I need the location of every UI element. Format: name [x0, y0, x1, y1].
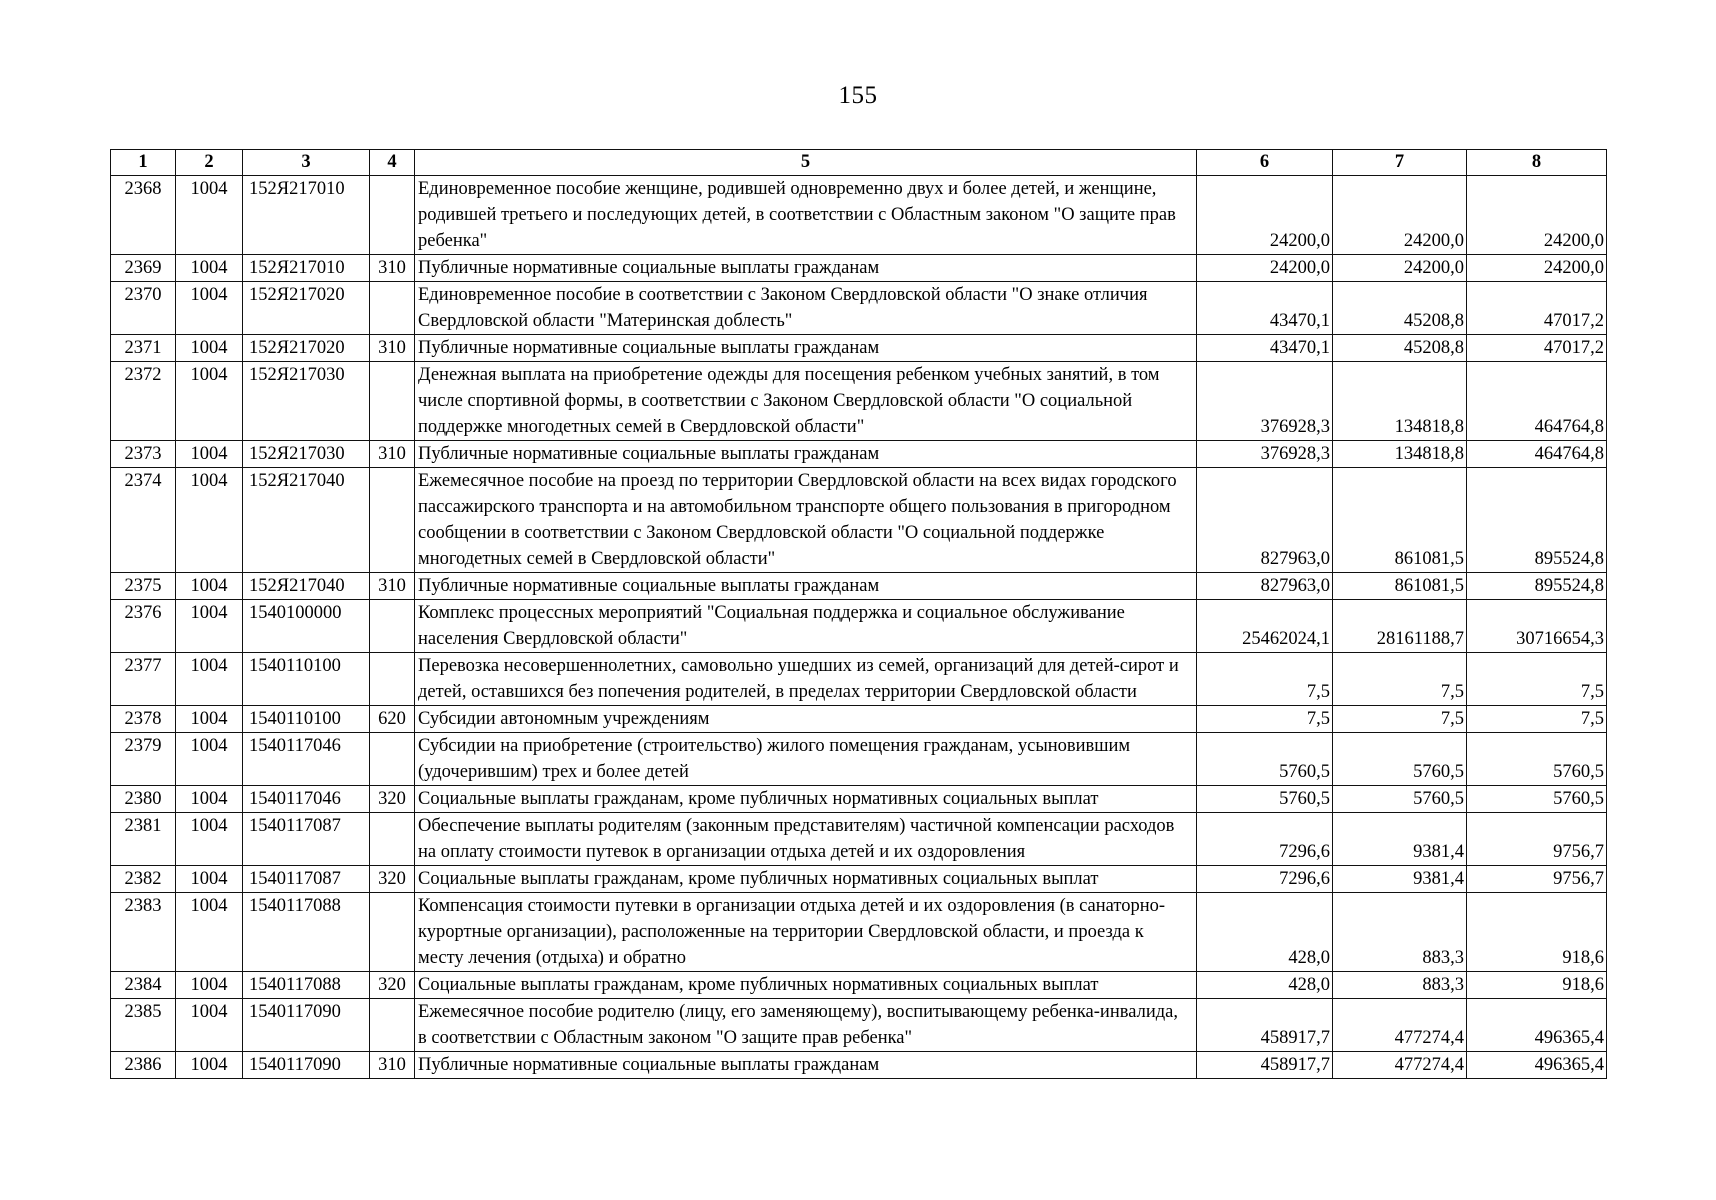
section-code-cell: 1004: [176, 653, 243, 706]
target-article-cell: 1540117088: [243, 972, 370, 999]
amount-col-6-cell: 458917,7: [1197, 999, 1333, 1052]
expense-type-cell: [370, 600, 415, 653]
amount-col-8-cell: 895524,8: [1467, 468, 1607, 573]
target-article-cell: 1540117046: [243, 786, 370, 813]
amount-col-8-cell: 9756,7: [1467, 813, 1607, 866]
expense-type-cell: [370, 468, 415, 573]
table-header-row: [111, 150, 1607, 176]
target-article-cell: 152Я217040: [243, 468, 370, 573]
table-row: [111, 999, 1607, 1052]
table-row: [111, 441, 1607, 468]
table-row: [111, 600, 1607, 653]
header-col-2: 2: [176, 150, 243, 176]
expense-type-cell: [370, 999, 415, 1052]
description-cell: Перевозка несовершеннолетних, самовольно ушедших из семей, организаций для детей-сирот и детей, оставшихся без попечения родителей, в пределах территории Свердловской области: [415, 653, 1197, 706]
amount-col-7-cell: 9381,4: [1333, 813, 1467, 866]
target-article-cell: 1540110100: [243, 706, 370, 733]
section-code-cell: 1004: [176, 600, 243, 653]
expense-type-cell: [370, 813, 415, 866]
amount-col-8-cell: 9756,7: [1467, 866, 1607, 893]
row-number-cell: 2385: [111, 999, 176, 1052]
section-code-cell: 1004: [176, 893, 243, 972]
amount-col-7-cell: 134818,8: [1333, 362, 1467, 441]
header-col-6: 6: [1197, 150, 1333, 176]
table-row: [111, 813, 1607, 866]
section-code-cell: 1004: [176, 282, 243, 335]
amount-col-6-cell: 376928,3: [1197, 441, 1333, 468]
section-code-cell: 1004: [176, 176, 243, 255]
amount-col-8-cell: 496365,4: [1467, 999, 1607, 1052]
section-code-cell: 1004: [176, 441, 243, 468]
target-article-cell: 1540110100: [243, 653, 370, 706]
section-code-cell: 1004: [176, 999, 243, 1052]
amount-col-6-cell: 7296,6: [1197, 813, 1333, 866]
header-col-1: 1: [111, 150, 176, 176]
table-row: [111, 1052, 1607, 1079]
target-article-cell: 1540117090: [243, 999, 370, 1052]
table-row: [111, 653, 1607, 706]
description-cell: Ежемесячное пособие родителю (лицу, его заменяющему), воспитывающему ребенка-инвалида, в соответствии с Областным законом "О защите прав ребенка": [415, 999, 1197, 1052]
amount-col-8-cell: 7,5: [1467, 706, 1607, 733]
header-col-8: 8: [1467, 150, 1607, 176]
expense-type-cell: 320: [370, 972, 415, 999]
table-row: [111, 255, 1607, 282]
row-number-cell: 2382: [111, 866, 176, 893]
row-number-cell: 2380: [111, 786, 176, 813]
section-code-cell: 1004: [176, 706, 243, 733]
description-cell: Обеспечение выплаты родителям (законным представителям) частичной компенсации расходов на оплату стоимости путевок в организации отдыха детей и их оздоровления: [415, 813, 1197, 866]
row-number-cell: 2370: [111, 282, 176, 335]
amount-col-6-cell: 458917,7: [1197, 1052, 1333, 1079]
amount-col-7-cell: 134818,8: [1333, 441, 1467, 468]
amount-col-8-cell: 7,5: [1467, 653, 1607, 706]
section-code-cell: 1004: [176, 733, 243, 786]
section-code-cell: 1004: [176, 573, 243, 600]
table-row: [111, 866, 1607, 893]
amount-col-7-cell: 883,3: [1333, 893, 1467, 972]
amount-col-6-cell: 25462024,1: [1197, 600, 1333, 653]
amount-col-6-cell: 7296,6: [1197, 866, 1333, 893]
description-cell: Публичные нормативные социальные выплаты гражданам: [415, 573, 1197, 600]
row-number-cell: 2373: [111, 441, 176, 468]
target-article-cell: 1540117088: [243, 893, 370, 972]
amount-col-8-cell: 464764,8: [1467, 441, 1607, 468]
description-cell: Публичные нормативные социальные выплаты гражданам: [415, 1052, 1197, 1079]
row-number-cell: 2378: [111, 706, 176, 733]
amount-col-8-cell: 47017,2: [1467, 335, 1607, 362]
description-cell: Социальные выплаты гражданам, кроме публичных нормативных социальных выплат: [415, 972, 1197, 999]
amount-col-6-cell: 827963,0: [1197, 468, 1333, 573]
row-number-cell: 2379: [111, 733, 176, 786]
expense-type-cell: [370, 653, 415, 706]
amount-col-6-cell: 5760,5: [1197, 786, 1333, 813]
table-row: [111, 733, 1607, 786]
amount-col-7-cell: 7,5: [1333, 706, 1467, 733]
target-article-cell: 152Я217030: [243, 441, 370, 468]
section-code-cell: 1004: [176, 335, 243, 362]
amount-col-8-cell: 496365,4: [1467, 1052, 1607, 1079]
amount-col-6-cell: 376928,3: [1197, 362, 1333, 441]
table-body: [111, 176, 1607, 1079]
row-number-cell: 2374: [111, 468, 176, 573]
table-row: [111, 176, 1607, 255]
table-row: [111, 893, 1607, 972]
expense-type-cell: 620: [370, 706, 415, 733]
section-code-cell: 1004: [176, 786, 243, 813]
row-number-cell: 2372: [111, 362, 176, 441]
description-cell: Публичные нормативные социальные выплаты гражданам: [415, 255, 1197, 282]
section-code-cell: 1004: [176, 362, 243, 441]
description-cell: Субсидии автономным учреждениям: [415, 706, 1197, 733]
amount-col-8-cell: 895524,8: [1467, 573, 1607, 600]
description-cell: Субсидии на приобретение (строительство) жилого помещения гражданам, усыновившим (удочерившим) трех и более детей: [415, 733, 1197, 786]
target-article-cell: 152Я217010: [243, 255, 370, 282]
description-cell: Социальные выплаты гражданам, кроме публичных нормативных социальных выплат: [415, 786, 1197, 813]
header-col-7: 7: [1333, 150, 1467, 176]
row-number-cell: 2376: [111, 600, 176, 653]
header-col-3: 3: [243, 150, 370, 176]
amount-col-7-cell: 883,3: [1333, 972, 1467, 999]
target-article-cell: 152Я217030: [243, 362, 370, 441]
table-row: [111, 362, 1607, 441]
amount-col-6-cell: 428,0: [1197, 893, 1333, 972]
target-article-cell: 1540117087: [243, 866, 370, 893]
amount-col-6-cell: 7,5: [1197, 653, 1333, 706]
expense-type-cell: 310: [370, 335, 415, 362]
page-number: 155: [838, 82, 878, 109]
target-article-cell: 1540117046: [243, 733, 370, 786]
description-cell: Денежная выплата на приобретение одежды для посещения ребенком учебных занятий, в том числе спортивной формы, в соответствии с Законом Свердловской области "О социальной поддержке многодетных семей в Свердловской области": [415, 362, 1197, 441]
expense-type-cell: [370, 176, 415, 255]
amount-col-6-cell: 24200,0: [1197, 176, 1333, 255]
row-number-cell: 2377: [111, 653, 176, 706]
amount-col-6-cell: 43470,1: [1197, 335, 1333, 362]
section-code-cell: 1004: [176, 972, 243, 999]
amount-col-8-cell: 918,6: [1467, 893, 1607, 972]
row-number-cell: 2375: [111, 573, 176, 600]
target-article-cell: 152Я217020: [243, 335, 370, 362]
section-code-cell: 1004: [176, 1052, 243, 1079]
description-cell: Ежемесячное пособие на проезд по территории Свердловской области на всех видах городского пассажирского транспорта и на автомобильном транспорте общего пользования в пригородном сообщении в соответствии с Законом Свердловской области "О социальной поддержке многодетных семей в Свердловской области": [415, 468, 1197, 573]
amount-col-8-cell: 464764,8: [1467, 362, 1607, 441]
target-article-cell: 152Я217010: [243, 176, 370, 255]
row-number-cell: 2384: [111, 972, 176, 999]
amount-col-6-cell: 827963,0: [1197, 573, 1333, 600]
table-row: [111, 468, 1607, 573]
expense-type-cell: [370, 893, 415, 972]
target-article-cell: 1540100000: [243, 600, 370, 653]
amount-col-8-cell: 5760,5: [1467, 786, 1607, 813]
row-number-cell: 2369: [111, 255, 176, 282]
expense-type-cell: 310: [370, 441, 415, 468]
header-col-5: 5: [415, 150, 1197, 176]
amount-col-7-cell: 45208,8: [1333, 282, 1467, 335]
description-cell: Публичные нормативные социальные выплаты гражданам: [415, 441, 1197, 468]
table-row: [111, 335, 1607, 362]
section-code-cell: 1004: [176, 813, 243, 866]
table-row: [111, 282, 1607, 335]
amount-col-7-cell: 477274,4: [1333, 999, 1467, 1052]
row-number-cell: 2368: [111, 176, 176, 255]
expense-type-cell: 310: [370, 1052, 415, 1079]
target-article-cell: 152Я217020: [243, 282, 370, 335]
expense-type-cell: [370, 733, 415, 786]
amount-col-6-cell: 428,0: [1197, 972, 1333, 999]
row-number-cell: 2371: [111, 335, 176, 362]
budget-table: [110, 149, 1607, 1079]
description-cell: Компенсация стоимости путевки в организации отдыха детей и их оздоровления (в санаторно-курортные организации), расположенные на территории Свердловской области, и проезда к месту лечения (отдыха) и обратно: [415, 893, 1197, 972]
target-article-cell: 1540117087: [243, 813, 370, 866]
description-cell: Комплекс процессных мероприятий "Социальная поддержка и социальное обслуживание населения Свердловской области": [415, 600, 1197, 653]
amount-col-7-cell: 861081,5: [1333, 468, 1467, 573]
table-row: [111, 972, 1607, 999]
description-cell: Публичные нормативные социальные выплаты гражданам: [415, 335, 1197, 362]
target-article-cell: 152Я217040: [243, 573, 370, 600]
amount-col-7-cell: 861081,5: [1333, 573, 1467, 600]
amount-col-7-cell: 5760,5: [1333, 786, 1467, 813]
amount-col-7-cell: 5760,5: [1333, 733, 1467, 786]
description-cell: Единовременное пособие в соответствии с Законом Свердловской области "О знаке отличия Свердловской области "Материнская доблесть": [415, 282, 1197, 335]
amount-col-7-cell: 45208,8: [1333, 335, 1467, 362]
amount-col-8-cell: 30716654,3: [1467, 600, 1607, 653]
table-row: [111, 786, 1607, 813]
amount-col-8-cell: 24200,0: [1467, 176, 1607, 255]
amount-col-6-cell: 24200,0: [1197, 255, 1333, 282]
amount-col-6-cell: 7,5: [1197, 706, 1333, 733]
header-col-4: 4: [370, 150, 415, 176]
amount-col-8-cell: 24200,0: [1467, 255, 1607, 282]
expense-type-cell: [370, 282, 415, 335]
amount-col-8-cell: 5760,5: [1467, 733, 1607, 786]
row-number-cell: 2383: [111, 893, 176, 972]
expense-type-cell: 320: [370, 866, 415, 893]
table-row: [111, 573, 1607, 600]
row-number-cell: 2386: [111, 1052, 176, 1079]
amount-col-7-cell: 24200,0: [1333, 255, 1467, 282]
section-code-cell: 1004: [176, 255, 243, 282]
expense-type-cell: 310: [370, 573, 415, 600]
amount-col-7-cell: 7,5: [1333, 653, 1467, 706]
row-number-cell: 2381: [111, 813, 176, 866]
target-article-cell: 1540117090: [243, 1052, 370, 1079]
amount-col-6-cell: 5760,5: [1197, 733, 1333, 786]
amount-col-7-cell: 28161188,7: [1333, 600, 1467, 653]
expense-type-cell: 320: [370, 786, 415, 813]
description-cell: Социальные выплаты гражданам, кроме публичных нормативных социальных выплат: [415, 866, 1197, 893]
amount-col-8-cell: 47017,2: [1467, 282, 1607, 335]
amount-col-7-cell: 9381,4: [1333, 866, 1467, 893]
section-code-cell: 1004: [176, 468, 243, 573]
expense-type-cell: [370, 362, 415, 441]
amount-col-6-cell: 43470,1: [1197, 282, 1333, 335]
amount-col-8-cell: 918,6: [1467, 972, 1607, 999]
description-cell: Единовременное пособие женщине, родившей одновременно двух и более детей, и женщине, родившей третьего и последующих детей, в соответствии с Областным законом "О защите прав ребенка": [415, 176, 1197, 255]
expense-type-cell: 310: [370, 255, 415, 282]
section-code-cell: 1004: [176, 866, 243, 893]
table-row: [111, 706, 1607, 733]
amount-col-7-cell: 24200,0: [1333, 176, 1467, 255]
amount-col-7-cell: 477274,4: [1333, 1052, 1467, 1079]
